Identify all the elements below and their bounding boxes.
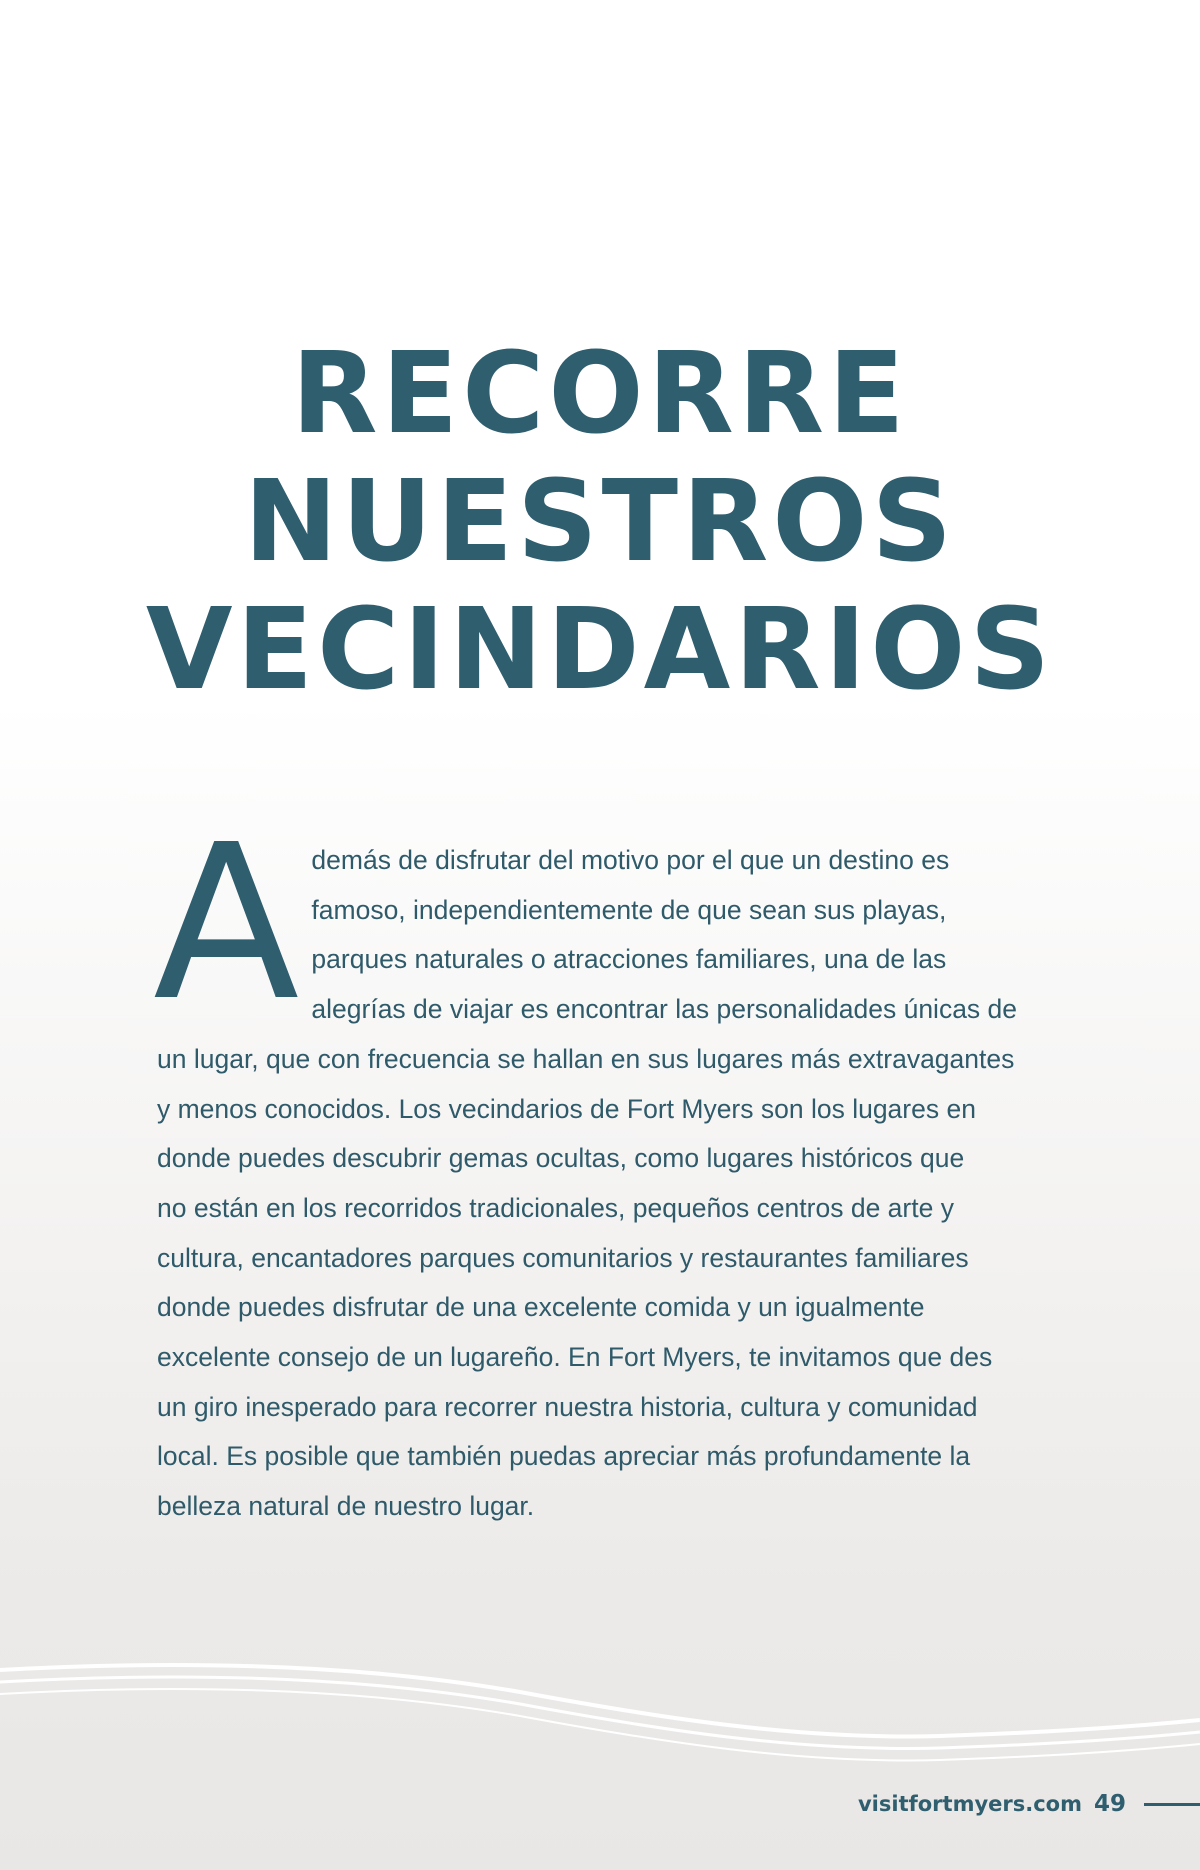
article-body bbox=[153, 799, 1077, 1532]
article-line: no están en los recorridos tradicionales, pequeños centros de arte y bbox=[157, 1192, 954, 1223]
article-line: famoso, independientemente de que sean sus playas, bbox=[311, 894, 947, 925]
title-line: RECORRE bbox=[291, 329, 909, 459]
article-line: parques naturales o atracciones familiares, una de las bbox=[311, 944, 947, 975]
website-link[interactable]: visitfortmyers.com bbox=[857, 1792, 1082, 1816]
article-line: demás de disfrutar del motivo por el que un destino es bbox=[311, 845, 950, 875]
title-line: VECINDARIOS bbox=[145, 585, 1055, 715]
article-line: belleza natural de nuestro lugar. bbox=[157, 1491, 535, 1522]
article-line: donde puedes disfrutar de una excelente comida y un igualmente bbox=[157, 1292, 925, 1323]
decorative-waves bbox=[0, 1640, 1200, 1780]
footer-rule bbox=[1144, 1803, 1200, 1806]
page-footer bbox=[858, 1787, 1200, 1821]
article-line: un lugar, que con frecuencia se hallan en sus lugares más extravagantes bbox=[157, 1043, 1015, 1074]
article-line: y menos conocidos. Los vecindarios de Fort Myers son los lugares en bbox=[157, 1093, 976, 1124]
page-number: 49 bbox=[1093, 1791, 1126, 1817]
article-line: donde puedes descubrir gemas ocultas, como lugares históricos que bbox=[157, 1143, 965, 1174]
article-line: local. Es posible que también puedas apreciar más profundamente la bbox=[157, 1441, 971, 1472]
article-line: alegrías de viajar es encontrar las personalidades únicas de bbox=[311, 994, 1018, 1025]
article-line: cultura, encantadores parques comunitarios y restaurantes familiares bbox=[157, 1242, 969, 1273]
article-line: un giro inesperado para recorrer nuestra historia, cultura y comunidad bbox=[157, 1391, 978, 1422]
article-line: excelente consejo de un lugareño. En Fort Myers, te invitamos que des bbox=[157, 1342, 993, 1373]
drop-cap: A bbox=[153, 799, 300, 1048]
page-title bbox=[0, 330, 1200, 714]
title-line: NUESTROS bbox=[243, 457, 957, 587]
